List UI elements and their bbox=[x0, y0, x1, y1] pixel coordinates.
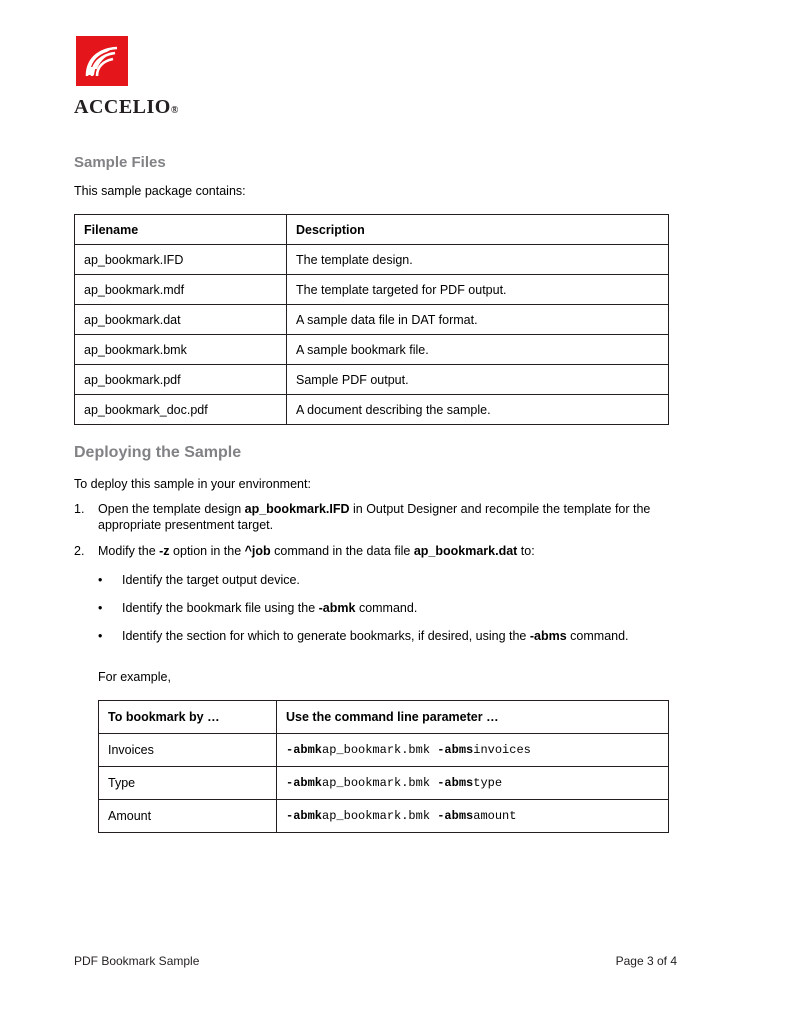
step2-text-mid2: command in the data file bbox=[270, 544, 414, 558]
cell-filename: ap_bookmark.bmk bbox=[75, 335, 287, 365]
column-header-filename: Filename bbox=[75, 215, 287, 245]
step2-bold-job: ^job bbox=[244, 544, 271, 558]
cell-filename: ap_bookmark.dat bbox=[75, 305, 287, 335]
list-item-text bbox=[98, 501, 654, 533]
step1-bold-file: ap_bookmark.IFD bbox=[244, 502, 350, 516]
step2-text-pre: Modify the bbox=[98, 544, 160, 558]
cell-description: Sample PDF output. bbox=[287, 365, 669, 395]
cmd-bold-abms: -abms bbox=[437, 809, 474, 823]
bullet-marker: • bbox=[98, 601, 103, 615]
footer-page-number: Page 3 of 4 bbox=[615, 954, 677, 968]
list-item bbox=[98, 572, 638, 588]
bullet2-bold-abmk: -abmk bbox=[318, 601, 356, 615]
logo-wordmark-text: ACCELIO bbox=[74, 96, 171, 118]
cmd-bold-abms: -abms bbox=[437, 743, 474, 757]
cmd-bold-abmk: -abmk bbox=[286, 809, 323, 823]
column-header-to-bookmark-by: To bookmark by … bbox=[99, 701, 277, 734]
cell-command bbox=[277, 734, 669, 767]
list-item bbox=[98, 628, 643, 644]
bullet-text bbox=[122, 572, 638, 588]
cell-filename: ap_bookmark.IFD bbox=[75, 245, 287, 275]
step2-bold-datfile: ap_bookmark.dat bbox=[413, 544, 518, 558]
logo-trademark: ® bbox=[170, 105, 179, 116]
cell-filename: ap_bookmark_doc.pdf bbox=[75, 395, 287, 425]
footer-document-title: PDF Bookmark Sample bbox=[74, 954, 200, 968]
table-row bbox=[75, 365, 669, 395]
bookmark-parameters-table bbox=[98, 700, 669, 833]
cell-description: The template design. bbox=[287, 245, 669, 275]
cell-description: A document describing the sample. bbox=[287, 395, 669, 425]
heading-deploying-the-sample: Deploying the Sample bbox=[74, 444, 242, 461]
list-item-text bbox=[98, 543, 654, 559]
sample-files-table bbox=[74, 214, 669, 425]
cmd-file: ap_bookmark.bmk bbox=[322, 776, 438, 790]
cmd-bold-abms: -abms bbox=[437, 776, 474, 790]
list-item bbox=[74, 543, 654, 559]
cmd-arg: amount bbox=[473, 809, 517, 823]
list-item bbox=[74, 501, 654, 533]
cell-description: The template targeted for PDF output. bbox=[287, 275, 669, 305]
bullet-text bbox=[122, 628, 643, 644]
bullet2-text-pre: Identify the bookmark file using the bbox=[122, 601, 319, 615]
cell-bookmark-by: Type bbox=[99, 767, 277, 800]
table-row bbox=[99, 800, 669, 833]
cmd-file: ap_bookmark.bmk bbox=[322, 743, 438, 757]
cmd-bold-abmk: -abmk bbox=[286, 776, 323, 790]
cell-description: A sample data file in DAT format. bbox=[287, 305, 669, 335]
list-item-number: 2. bbox=[74, 544, 85, 558]
heading-sample-files: Sample Files bbox=[74, 154, 166, 171]
step2-text-post: to: bbox=[517, 544, 535, 558]
step2-text-mid: option in the bbox=[169, 544, 245, 558]
cell-bookmark-by: Invoices bbox=[99, 734, 277, 767]
table-row bbox=[75, 335, 669, 365]
list-item-number: 1. bbox=[74, 502, 85, 516]
cmd-arg: type bbox=[473, 776, 503, 790]
logo-wordmark bbox=[74, 96, 274, 119]
cell-description: A sample bookmark file. bbox=[287, 335, 669, 365]
table-header-row bbox=[75, 215, 669, 245]
paragraph-for-example: For example, bbox=[98, 670, 171, 684]
step1-text-pre: Open the template design bbox=[98, 502, 245, 516]
column-header-command-line-parameter: Use the command line parameter … bbox=[277, 701, 669, 734]
table-row bbox=[99, 734, 669, 767]
table-row bbox=[75, 395, 669, 425]
accelio-swirl-logo-icon bbox=[74, 36, 130, 88]
cmd-arg: invoices bbox=[473, 743, 531, 757]
table-row bbox=[99, 767, 669, 800]
paragraph-to-deploy: To deploy this sample in your environment: bbox=[74, 477, 311, 491]
bullet3-text-post: command. bbox=[566, 629, 629, 643]
cell-bookmark-by: Amount bbox=[99, 800, 277, 833]
logo-block bbox=[74, 36, 274, 119]
bullet-text bbox=[122, 600, 638, 616]
table-header-row bbox=[99, 701, 669, 734]
bullet3-bold-abms: -abms bbox=[529, 629, 567, 643]
cell-command bbox=[277, 767, 669, 800]
paragraph-sample-package-contains: This sample package contains: bbox=[74, 184, 246, 198]
cell-filename: ap_bookmark.pdf bbox=[75, 365, 287, 395]
bullet3-text-pre: Identify the section for which to generate bookmarks, if desired, using the bbox=[122, 629, 530, 643]
cell-command bbox=[277, 800, 669, 833]
cell-filename: ap_bookmark.mdf bbox=[75, 275, 287, 305]
column-header-description: Description bbox=[287, 215, 669, 245]
list-item bbox=[98, 600, 638, 616]
bullet-marker: • bbox=[98, 629, 103, 643]
cmd-bold-abmk: -abmk bbox=[286, 743, 323, 757]
cmd-file: ap_bookmark.bmk bbox=[322, 809, 438, 823]
step1-text-mid: in Output Designer and recompile the template for the appropriate presentment target. bbox=[98, 502, 651, 532]
step2-bold-option: -z bbox=[159, 544, 170, 558]
bullet1-text: Identify the target output device. bbox=[122, 573, 300, 587]
bullet-marker: • bbox=[98, 573, 103, 587]
table-row bbox=[75, 305, 669, 335]
table-row bbox=[75, 245, 669, 275]
bullet2-text-post: command. bbox=[355, 601, 418, 615]
table-row bbox=[75, 275, 669, 305]
